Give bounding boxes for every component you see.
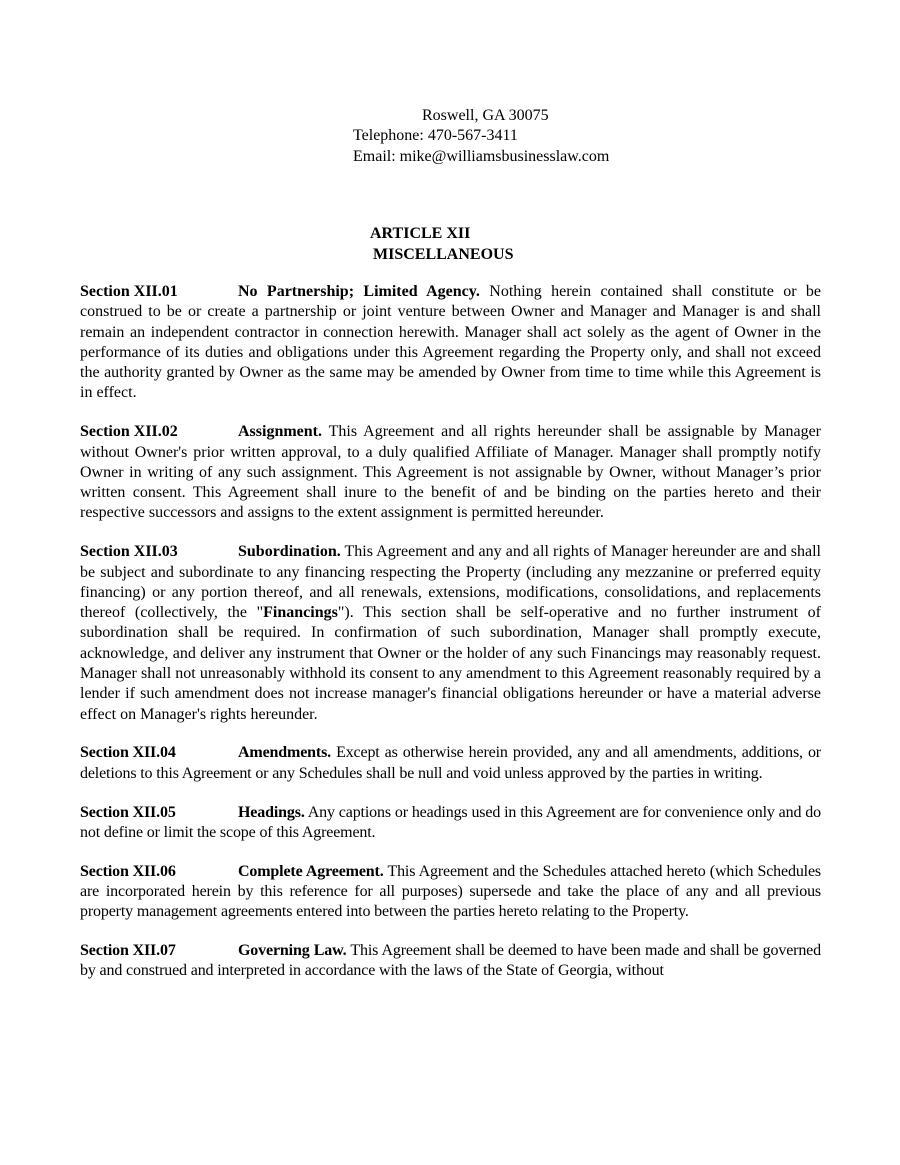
section-number: Section XII.01 bbox=[80, 283, 178, 300]
defined-term-financings: Financings bbox=[263, 604, 338, 622]
section-text: This Agreement and all rights hereunder shall be assignable by Manager without Owner's prior written approval, to a duly qualified Affiliate of Manager. Manager shall promptly notify Owner in writing of any such assignment. This Agreement is not assignable by Owner, without Manager’s prior written consent. This Agreement shall inure to the benefit of and be binding on the parties hereto and their respective successors and assigns to the extent assignment is permitted hereunder. bbox=[80, 423, 821, 522]
section-number: Section XII.05 bbox=[80, 803, 176, 821]
section-title: Amendments. bbox=[238, 744, 332, 762]
section-text: Except as otherwise herein provided, any and all amendments, additions, or deletions to this Agreement or any Schedules shall be null and void unless approved by the parties in writing. bbox=[80, 744, 821, 782]
document-body bbox=[80, 282, 821, 1000]
section-no-partnership bbox=[80, 282, 821, 404]
article-number: ARTICLE XII bbox=[370, 225, 471, 242]
section-number: Section XII.02 bbox=[80, 423, 178, 441]
section-amendments bbox=[80, 743, 821, 784]
address-email-line: Email: mike@williamsbusinesslaw.com bbox=[353, 147, 610, 165]
section-title: Governing Law. bbox=[238, 942, 347, 960]
address-city-line: Roswell, GA 30075 bbox=[422, 107, 549, 124]
section-complete-agreement bbox=[80, 862, 821, 923]
section-number: Section XII.07 bbox=[80, 942, 176, 960]
section-text: Any captions or headings used in this Agreement are for convenience only and do not define or limit the scope of this Agreement. bbox=[80, 803, 821, 841]
section-subordination bbox=[80, 542, 821, 725]
section-text: This Agreement and the Schedules attached hereto (which Schedules are incorporated herein by this reference for all purposes) supersede and take the place of any and all previous property management agreements entered into between the parties hereto relating to the Property. bbox=[80, 862, 821, 921]
section-text-after: "). This section shall be self-operative and no further instrument of subordination shall be required. In confirmation of such subordination, Manager shall promptly execute, acknowledge, and deliver any instrument that Owner or the holder of any such Financings may reasonably request. Manager shall not unreasonably withhold its consent to any amendment to this Agreement reasonably required by a lender if such amendment does not increase manager's financial obligations hereunder or have a material adverse effect on Manager's rights hereunder. bbox=[80, 604, 821, 723]
section-number: Section XII.06 bbox=[80, 862, 176, 880]
section-title: Complete Agreement. bbox=[238, 862, 384, 880]
section-headings bbox=[80, 803, 821, 844]
section-title: Subordination. bbox=[238, 543, 341, 561]
section-title: No Partnership; Limited Agency. bbox=[238, 283, 480, 300]
section-governing-law bbox=[80, 941, 821, 982]
address-telephone-line: Telephone: 470-567-3411 bbox=[353, 127, 518, 145]
section-title: Assignment. bbox=[238, 423, 323, 441]
section-number: Section XII.03 bbox=[80, 543, 178, 561]
article-heading bbox=[370, 223, 513, 265]
section-text-before: This Agreement and any and all rights of Manager hereunder are and shall be subject and subordinate to any financing respecting the Property (including any mezzanine or preferred equity financing) or any portion thereof, and all renewals, extensions, modifications, consolidations, and replacements thereof (collectively, the " bbox=[80, 543, 821, 622]
attorney-address-block bbox=[353, 106, 609, 167]
section-text: This Agreement shall be deemed to have been made and shall be governed by and construed and interpreted in accordance with the laws of the State of Georgia, without bbox=[80, 942, 821, 980]
section-title: Headings. bbox=[238, 803, 305, 821]
section-assignment bbox=[80, 422, 821, 523]
section-number: Section XII.04 bbox=[80, 744, 176, 762]
section-text: Nothing herein contained shall constitute or be construed to be or create a partnership or joint venture between Owner and Manager and Manager is and shall remain an independent contractor in connection herewith. Manager shall act solely as the agent of Owner in the performance of its duties and obligations under this Agreement regarding the Property only, and shall not exceed the authority granted by Owner as the same may be amended by Owner from time to time while this Agreement is in effect. bbox=[80, 283, 821, 402]
article-title: MISCELLANEOUS bbox=[373, 246, 514, 263]
